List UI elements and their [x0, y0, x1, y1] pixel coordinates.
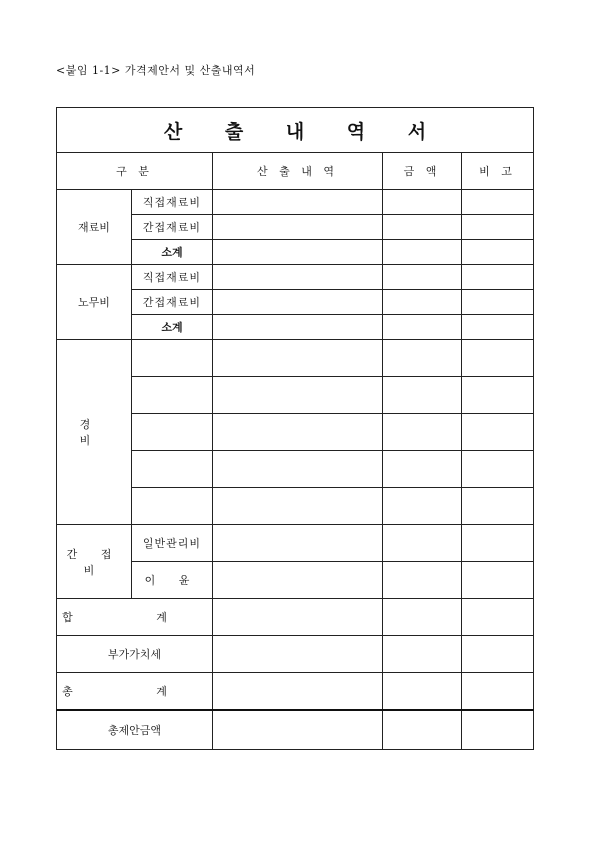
attachment-label: <붙임 1-1> 가격제안서 및 산출내역서: [56, 64, 256, 77]
proposal-total-label: 총제안금액: [57, 710, 213, 750]
expenses-note-cell[interactable]: [462, 414, 534, 451]
materials-direct-detail-cell[interactable]: [213, 190, 383, 215]
materials-label: 재료비: [57, 190, 132, 265]
materials-indirect-note-cell[interactable]: [462, 215, 534, 240]
expenses-item-cell[interactable]: [132, 451, 213, 488]
indirect-profit-note-cell[interactable]: [462, 562, 534, 599]
subtotal-amount-cell[interactable]: [383, 599, 462, 636]
labor-indirect-label: 간접재료비: [132, 290, 213, 315]
materials-subtotal-amount-cell[interactable]: [383, 240, 462, 265]
proposal-total-amount-cell[interactable]: [383, 710, 462, 750]
expenses-note-cell[interactable]: [462, 451, 534, 488]
materials-indirect-detail-cell[interactable]: [213, 215, 383, 240]
labor-indirect-amount-cell[interactable]: [383, 290, 462, 315]
expenses-item-cell[interactable]: [132, 377, 213, 414]
grand-total-amount-cell[interactable]: [383, 673, 462, 711]
expenses-amount-cell[interactable]: [383, 488, 462, 525]
expenses-detail-cell[interactable]: [213, 451, 383, 488]
labor-indirect-note-cell[interactable]: [462, 290, 534, 315]
labor-direct-amount-cell[interactable]: [383, 265, 462, 290]
expenses-item-cell[interactable]: [132, 340, 213, 377]
labor-label: 노무비: [57, 265, 132, 340]
expenses-item-cell[interactable]: [132, 414, 213, 451]
subtotal-label: 합 계: [57, 599, 213, 636]
proposal-total-note-cell[interactable]: [462, 710, 534, 750]
indirect-admin-detail-cell[interactable]: [213, 525, 383, 562]
subtotal-detail-cell[interactable]: [213, 599, 383, 636]
labor-direct-label: 직접재료비: [132, 265, 213, 290]
indirect-profit-detail-cell[interactable]: [213, 562, 383, 599]
labor-subtotal-amount-cell[interactable]: [383, 315, 462, 340]
grand-total-label: 총 계: [57, 673, 213, 711]
labor-indirect-detail-cell[interactable]: [213, 290, 383, 315]
calculation-statement-table: [56, 107, 534, 750]
indirect-admin-label: 일반관리비: [132, 525, 213, 562]
materials-subtotal-detail-cell[interactable]: [213, 240, 383, 265]
document-title: 산 출 내 역 서: [57, 108, 534, 153]
expenses-amount-cell[interactable]: [383, 451, 462, 488]
header-note: 비 고: [462, 153, 534, 190]
header-category: 구 분: [57, 153, 213, 190]
materials-subtotal-label: 소계: [132, 240, 213, 265]
labor-subtotal-detail-cell[interactable]: [213, 315, 383, 340]
header-detail: 산 출 내 역: [213, 153, 383, 190]
materials-direct-label: 직접재료비: [132, 190, 213, 215]
expenses-detail-cell[interactable]: [213, 414, 383, 451]
expenses-amount-cell[interactable]: [383, 340, 462, 377]
vat-label: 부가가치세: [57, 636, 213, 673]
materials-indirect-label: 간접재료비: [132, 215, 213, 240]
materials-subtotal-note-cell[interactable]: [462, 240, 534, 265]
grand-total-detail-cell[interactable]: [213, 673, 383, 711]
expenses-note-cell[interactable]: [462, 488, 534, 525]
expenses-amount-cell[interactable]: [383, 414, 462, 451]
labor-direct-note-cell[interactable]: [462, 265, 534, 290]
expenses-item-cell[interactable]: [132, 488, 213, 525]
expenses-note-cell[interactable]: [462, 377, 534, 414]
indirect-profit-label: 이 윤: [132, 562, 213, 599]
labor-subtotal-label: 소계: [132, 315, 213, 340]
materials-direct-note-cell[interactable]: [462, 190, 534, 215]
expenses-label: 경 비: [57, 340, 132, 525]
vat-detail-cell[interactable]: [213, 636, 383, 673]
vat-note-cell[interactable]: [462, 636, 534, 673]
expenses-detail-cell[interactable]: [213, 377, 383, 414]
header-amount: 금 액: [383, 153, 462, 190]
grand-total-note-cell[interactable]: [462, 673, 534, 711]
vat-amount-cell[interactable]: [383, 636, 462, 673]
indirect-admin-note-cell[interactable]: [462, 525, 534, 562]
expenses-detail-cell[interactable]: [213, 488, 383, 525]
indirect-profit-amount-cell[interactable]: [383, 562, 462, 599]
proposal-total-detail-cell[interactable]: [213, 710, 383, 750]
subtotal-note-cell[interactable]: [462, 599, 534, 636]
materials-direct-amount-cell[interactable]: [383, 190, 462, 215]
expenses-detail-cell[interactable]: [213, 340, 383, 377]
indirect-admin-amount-cell[interactable]: [383, 525, 462, 562]
materials-indirect-amount-cell[interactable]: [383, 215, 462, 240]
labor-subtotal-note-cell[interactable]: [462, 315, 534, 340]
labor-direct-detail-cell[interactable]: [213, 265, 383, 290]
expenses-amount-cell[interactable]: [383, 377, 462, 414]
expenses-note-cell[interactable]: [462, 340, 534, 377]
indirect-label: 간 접 비: [57, 525, 132, 599]
